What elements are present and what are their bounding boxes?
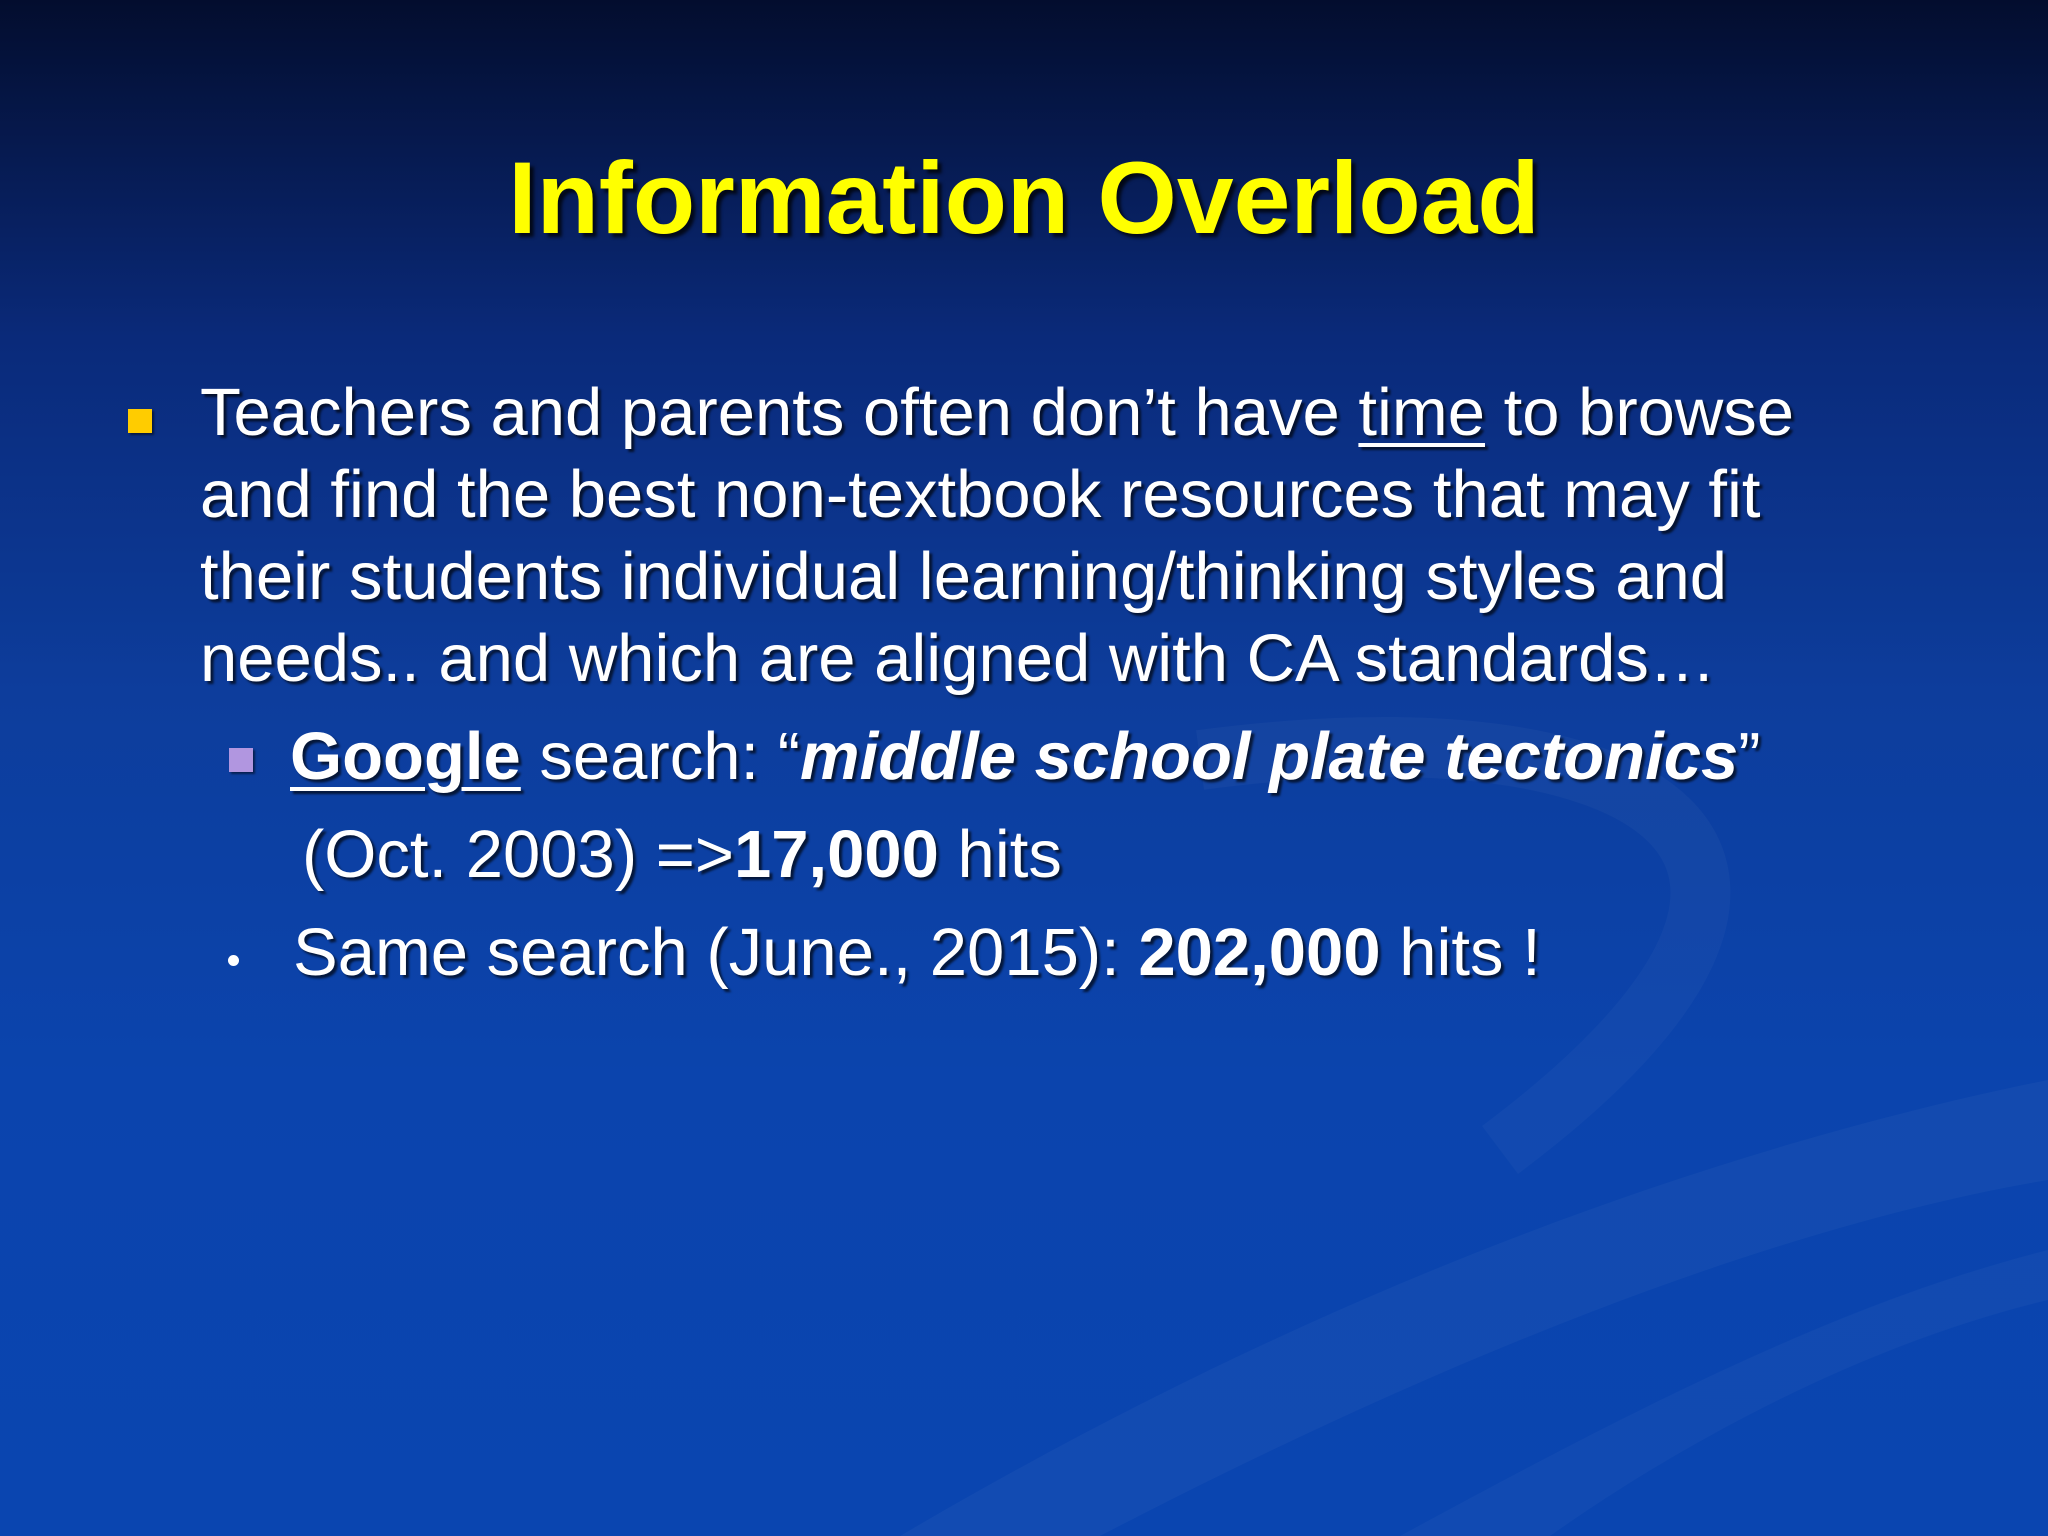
open-quote: “ [777, 719, 801, 794]
bullet-item-level3 [293, 912, 1993, 994]
dot-bullet-icon [228, 955, 239, 966]
bullet1-underlined-word: time [1358, 375, 1485, 450]
bullet-item-level1 [200, 372, 1900, 700]
slide-title: Information Overload [508, 141, 1540, 255]
hits-2015-suffix: hits ! [1380, 915, 1541, 990]
hits-2015-label: Same search (June., 2015): [293, 915, 1139, 990]
hits-2003-suffix: hits [938, 817, 1062, 892]
hits-2003-label: (Oct. 2003) => [302, 817, 734, 892]
bullet1-text-after: to browse and find the best non-textbook resources that may fit their students individual learning/thinking styles and needs.. and which are aligned with CA standards… [200, 375, 1795, 696]
square-bullet-icon [229, 748, 253, 772]
hits-2003-count: 17,000 [734, 817, 939, 892]
bullet1-text-before: Teachers and parents often don’t have [200, 375, 1359, 450]
square-bullet-icon [128, 409, 152, 433]
search-query: middle school plate tectonics [800, 719, 1739, 794]
close-quote: ” [1738, 719, 1761, 794]
bullet-item-level2 [290, 716, 1990, 798]
hits-2015-count: 202,000 [1138, 915, 1381, 990]
bullet-item-level2-continuation [302, 814, 2002, 896]
search-label: search: [520, 719, 778, 794]
google-link[interactable]: Google [290, 719, 521, 794]
